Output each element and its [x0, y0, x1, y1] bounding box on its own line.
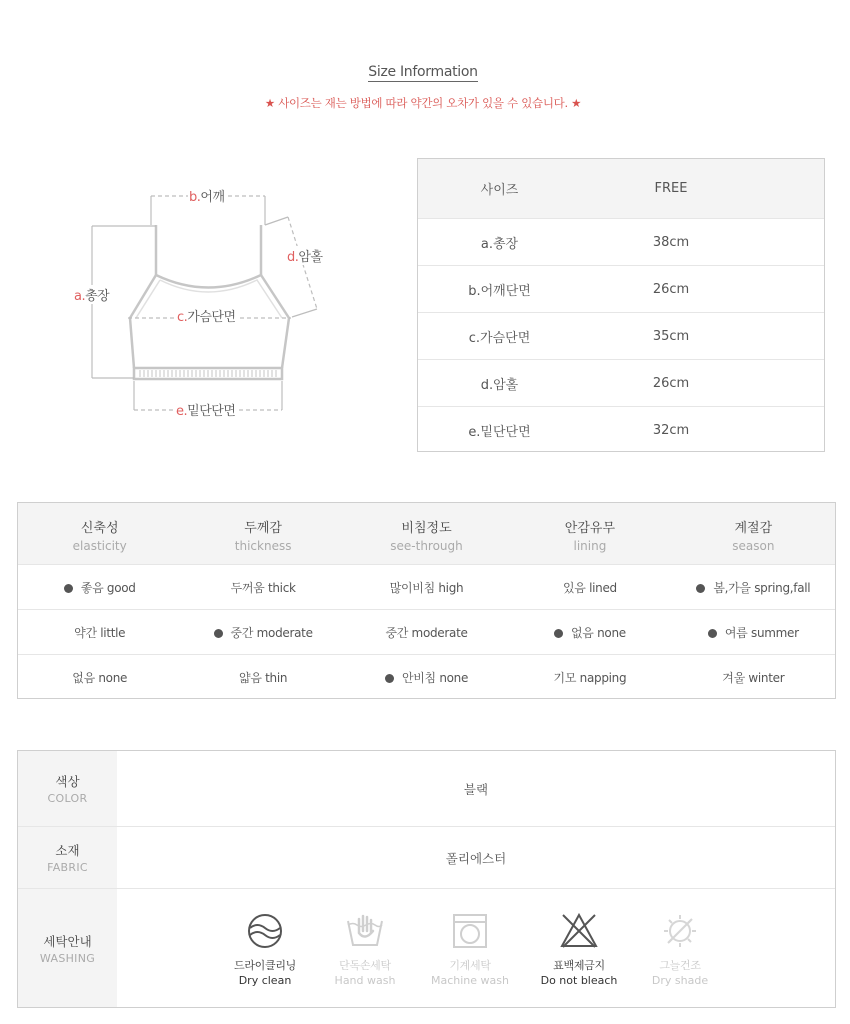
wash-item-dry-clean: 드라이클리닝 Dry clean [220, 911, 310, 987]
crop-top-outline [60, 180, 350, 430]
diagram-label-shoulder: b.어깨 [188, 186, 226, 205]
washing-label: 세탁안내 WASHING [18, 889, 117, 1007]
info-row-washing [18, 888, 835, 1007]
size-row-label: c.가슴단면 [468, 330, 531, 346]
property-cell-thickness [181, 579, 344, 596]
property-value: 있음 lined [562, 580, 617, 595]
machine-wash-icon [450, 911, 490, 951]
property-cell-see-through [345, 669, 508, 686]
column-header-elasticity: 신축성 elasticity [72, 521, 127, 553]
dry-clean-icon [245, 911, 285, 951]
diagram-label-chest: c.가슴단면 [176, 306, 237, 325]
property-value: 중간 moderate [230, 625, 313, 640]
property-cell-elasticity [18, 624, 181, 641]
property-cell-thickness [181, 624, 344, 641]
fabric-properties-table [17, 502, 836, 699]
property-value: 좋음 good [80, 580, 136, 595]
property-cell-season [672, 579, 835, 596]
table-row [18, 609, 835, 654]
selected-dot-icon [708, 629, 717, 638]
table-row [418, 359, 824, 406]
table-row [418, 265, 824, 312]
product-info-table [17, 750, 836, 1008]
wash-item-machine-wash: 기계세탁 Machine wash [425, 911, 515, 987]
info-row-color [18, 751, 835, 826]
properties-header [18, 503, 835, 564]
column-header-thickness: 두께감 thickness [234, 521, 292, 553]
fabric-label: 소재 FABRIC [18, 827, 117, 888]
property-value: 많이비침 high [389, 580, 464, 595]
property-value: 없음 none [571, 625, 626, 640]
size-row-label: e.밑단단면 [468, 424, 531, 440]
diagram-label-total-length: a.총장 [73, 285, 110, 304]
property-value: 봄,가을 spring,fall [713, 580, 811, 595]
property-value: 기모 napping [553, 670, 627, 685]
property-value: 얇음 thin [239, 670, 288, 685]
selected-dot-icon [214, 629, 223, 638]
size-row-value: 32cm [652, 422, 690, 438]
washing-icons [117, 889, 835, 1007]
size-header-label: 사이즈 [480, 183, 519, 198]
size-header-value: FREE [654, 181, 688, 196]
table-row [18, 564, 835, 609]
column-header-lining: 안감유무 lining [564, 521, 616, 553]
column-header-see-through: 비침정도 see-through [390, 521, 463, 553]
property-cell-see-through [345, 624, 508, 641]
wash-item-dry-shade: 그늘건조 Dry shade [635, 911, 725, 987]
color-label: 색상 COLOR [18, 751, 117, 826]
section-title: Size Information [368, 64, 478, 80]
table-row [18, 654, 835, 699]
hand-wash-icon [345, 911, 385, 951]
property-value: 여름 summer [724, 625, 799, 640]
wash-item-no-bleach: 표백제금지 Do not bleach [534, 911, 624, 987]
diagram-label-hem: e.밑단단면 [175, 400, 236, 419]
size-table [417, 158, 825, 452]
size-row-value: 26cm [652, 281, 690, 297]
property-cell-elasticity [18, 669, 181, 686]
size-row-label: b.어깨단면 [468, 283, 531, 299]
size-row-value: 26cm [652, 375, 690, 391]
selected-dot-icon [696, 584, 705, 593]
size-row-value: 38cm [652, 234, 690, 250]
table-row [418, 312, 824, 359]
table-row [418, 218, 824, 265]
property-value: 두꺼움 thick [230, 580, 296, 595]
property-value: 안비침 none [401, 670, 469, 685]
size-table-header [418, 159, 824, 218]
size-row-value: 35cm [652, 328, 690, 344]
property-cell-lining [508, 624, 671, 641]
property-cell-lining [508, 669, 671, 686]
dry-shade-icon [660, 911, 700, 951]
property-cell-see-through [345, 579, 508, 596]
property-cell-elasticity [18, 579, 181, 596]
property-value: 중간 moderate [385, 625, 468, 640]
info-row-fabric [18, 826, 835, 888]
size-row-label: a.총장 [480, 236, 519, 252]
diagram-label-armhole: d.암홀 [286, 246, 324, 265]
property-cell-season [672, 669, 835, 686]
selected-dot-icon [64, 584, 73, 593]
size-notice: ★ 사이즈는 재는 방법에 따라 약간의 오차가 있을 수 있습니다. ★ [264, 96, 582, 110]
size-row-label: d.암홀 [480, 377, 519, 393]
no-bleach-icon [559, 911, 599, 951]
color-value: 블랙 [463, 781, 489, 797]
table-row [418, 406, 824, 453]
fabric-value: 폴리에스터 [445, 850, 507, 866]
column-header-season: 계절감 season [732, 521, 775, 553]
property-cell-lining [508, 579, 671, 596]
property-cell-season [672, 624, 835, 641]
wash-item-hand-wash: 단독손세탁 Hand wash [320, 911, 410, 987]
selected-dot-icon [554, 629, 563, 638]
property-value: 약간 little [74, 625, 126, 640]
property-cell-thickness [181, 669, 344, 686]
property-value: 겨울 winter [722, 670, 785, 685]
property-value: 없음 none [72, 670, 128, 685]
garment-diagram [60, 180, 350, 430]
selected-dot-icon [385, 674, 394, 683]
